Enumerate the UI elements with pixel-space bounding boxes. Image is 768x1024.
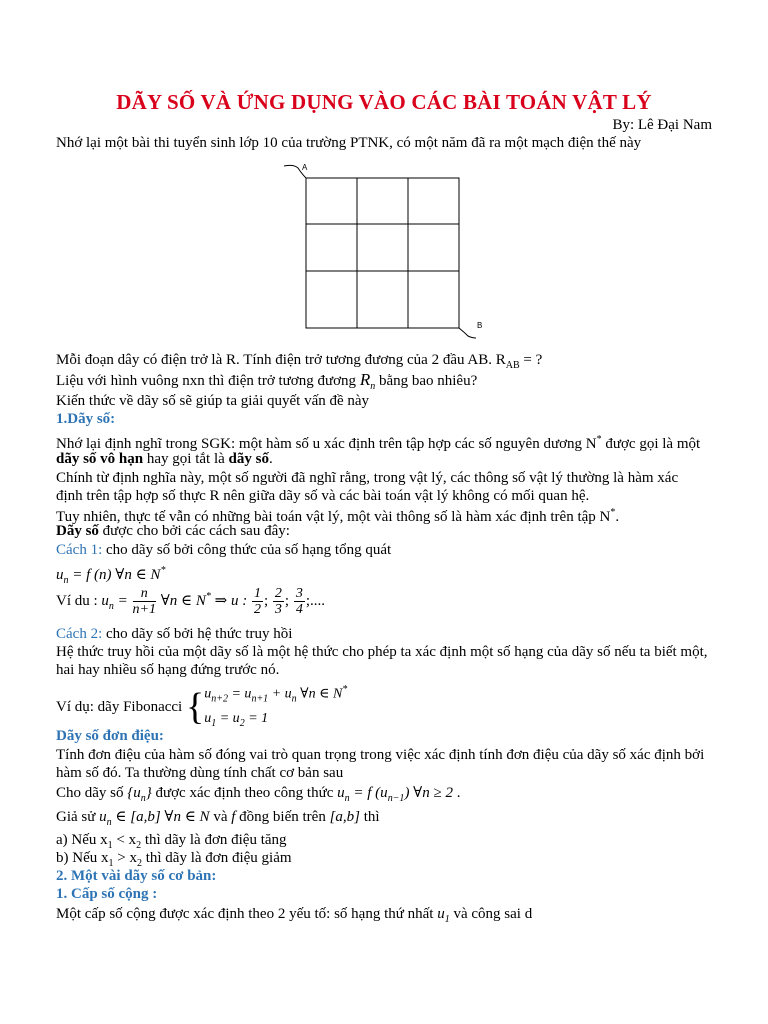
definition-line-5: Tuy nhiên, thực tế vẫn có những bài toán vật lý, một vài thông số là hàm xác định trên tập N*. bbox=[56, 507, 620, 525]
monotone-line-1: Tính đơn điệu của hàm số đóng vai trò quan trọng trong việc xác định tính đơn điệu của dãy số xác định bởi bbox=[56, 747, 705, 763]
section-heading-don-dieu: Dãy số đơn điệu: bbox=[56, 728, 164, 744]
monotone-line-3: Cho dãy số $\{u_n\}$ được xác định theo công thức $u_n = f$ $(u_{n-1})$ ∀n ≥ 2 . bbox=[56, 785, 461, 804]
node-b-label: B bbox=[477, 321, 483, 330]
section-heading-day-so: 1.Dãy số: bbox=[56, 411, 116, 427]
fibonacci-example: Ví dụ: dãy Fibonacci {$u_{n+2} = u_{n+1} + u_n$ ∀n ∈ N* $u_1 = u_2 = 1$ bbox=[56, 684, 348, 730]
definition-line-1: Nhớ lại định nghĩ trong SGK: một hàm số u xác định trên tập hợp các số nguyên dương N* được gọi là một bbox=[56, 434, 701, 452]
section-heading-basic-sequences: 2. Một vài dãy số cơ bản: bbox=[56, 868, 217, 884]
case-a-line: a) Nếu $x_1 < x_2$ thì dãy là đơn điệu tăng bbox=[56, 832, 287, 851]
resistor-question: Mỗi đoạn dây có điện trở là R. Tính điện trở tương đương của 2 đầu AB. $R_{AB}$ = ? bbox=[56, 352, 543, 371]
general-term-formula: $u_n = f$ (n) ∀n ∈ N* bbox=[56, 565, 166, 586]
method-2-line: Cách 2: cho dãy số bởi hệ thức truy hồi bbox=[56, 626, 293, 642]
node-a-label: A bbox=[302, 163, 308, 172]
author-byline: By: Lê Đại Nam bbox=[612, 117, 712, 133]
page-title: DÃY SỐ VÀ ỨNG DỤNG VÀO CÁC BÀI TOÁN VẬT LÝ bbox=[116, 90, 652, 114]
knowledge-line: Kiến thức về dãy số sẽ giúp ta giải quyết vấn đề này bbox=[56, 393, 370, 409]
circuit-grid-diagram bbox=[280, 158, 500, 348]
given-methods-line: Dãy số được cho bởi các cách sau đây: bbox=[56, 523, 290, 539]
recurrence-def-line-1: Hệ thức truy hồi của một dãy số là một hệ thức cho phép ta xác định một số hạng của dãy số nếu ta biết một, bbox=[56, 644, 708, 660]
example-1-formula: Ví du : $u_n$ = $\frac{n}{n+1}$ ∀n ∈ N* ⇒ u : $\frac{1}{2}$ ; $\frac{2}{3}$ ; $\frac{3}{4}$ ;.... bbox=[56, 586, 326, 617]
recurrence-def-line-2: hai hay nhiều số hạng đứng trước nó. bbox=[56, 662, 280, 678]
square-question: Liệu với hình vuông nxn thì điện trở tương đương $R_n$ bằng bao nhiêu? bbox=[56, 370, 478, 392]
monotone-line-4: Giả sử $u_n$ ∈ [a,b] ∀n ∈ N và f đồng biến trên [a,b] thì bbox=[56, 809, 380, 828]
monotone-line-2: hàm số đó. Ta thường dùng tính chất cơ bản sau bbox=[56, 765, 344, 781]
arithmetic-line: Một cấp số cộng được xác định theo 2 yếu tố: số hạng thứ nhất $u_1$ và công sai d bbox=[56, 906, 533, 925]
section-heading-arithmetic: 1. Cấp số cộng : bbox=[56, 886, 158, 902]
definition-line-2: dãy số vô hạn hay gọi tắt là dãy số. bbox=[56, 451, 273, 467]
case-b-line: b) Nếu $x_1 > x_2$ thì dãy là đơn điệu giảm bbox=[56, 850, 292, 869]
definition-line-3: Chính từ định nghĩa này, một số người đã nghĩ rằng, trong vật lý, các thông số vật lý thường là hàm xác bbox=[56, 470, 679, 486]
method-1-line: Cách 1: cho dãy số bởi công thức của số hạng tổng quát bbox=[56, 542, 392, 558]
intro-paragraph: Nhớ lại một bài thi tuyển sinh lớp 10 của trường PTNK, có một năm đã ra một mạch điện thế này bbox=[56, 135, 642, 151]
definition-line-4: định trên tập hợp số thực R nên giữa dãy số và các bài toán vật lý không có mối quan hệ. bbox=[56, 488, 590, 504]
